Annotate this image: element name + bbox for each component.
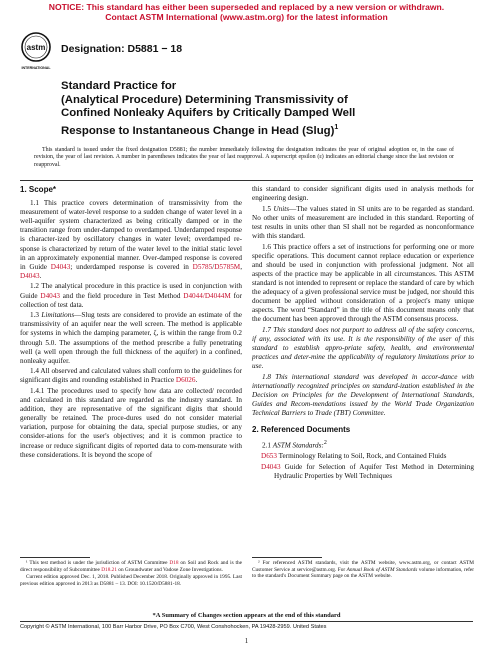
para-1-6: 1.6 This practice offers a set of instructions for performing one or more specific operations. This document cannot replace education or experience and should be used in conjunction with professional judgment. Not all aspects of the practice may be applicable in all circumstances. This ASTM standard is not intended to represent or replace the standard of care by which the adequacy of a given professional service must be judged, nor should this document be applied without consideration of a project's many unique aspects. The word “Standard” in the title of this document means only that the document has been approved through the ASTM consensus process. [252, 242, 474, 324]
notice-line-1: NOTICE: This standard has either been superseded and replaced by a new version or withdrawn. [48, 2, 445, 12]
title-footnote-mark: 1 [334, 123, 339, 131]
para-1-1-mid: ; underdamped response is covered in [70, 262, 193, 271]
para-1-4 [20, 367, 242, 385]
summary-of-changes-note: *A Summary of Changes section appears at the end of this standard [152, 612, 341, 619]
header-divider [20, 180, 473, 181]
para-1-2 [20, 282, 242, 309]
ref-link-d5785[interactable]: D5785 [192, 262, 213, 271]
title-line-4 [61, 121, 461, 138]
para-1-5-lead: 1.5 [262, 204, 274, 213]
title-line-4-text: Response to Instantaneous Change in Head (Slug) [61, 124, 335, 137]
footnote-divider-left [20, 557, 90, 558]
para-2-1-italic: ASTM Standards: [272, 441, 324, 450]
para-1-1 [20, 199, 242, 281]
designation: Designation: D5881 − 18 [61, 43, 183, 55]
ref-link-d18[interactable]: D18 [169, 560, 179, 566]
para-1-3-lead: 1.3 [30, 311, 42, 320]
para-1-5 [252, 205, 474, 241]
footnote-2-end: volume information, refer to the standard's Document Summary page on the ASTM website. [252, 566, 474, 580]
para-1-1-text: 1.1 This practice covers determination of transmissivity from the measurement of water-level response to a sudden change of water level in a well-aquifer system characterized as being critically damped or in the transition range from under-damped to overdamped. Underdamped response is character-ized by oscillatory changes in water level; overdamped re-sponse is characterized by return of the water level to the initial static level in an approximately exponential manner. Over-damped response is covered in Guide [20, 199, 242, 271]
notice-line-2: Contact ASTM International (www.astm.org) for the latest information [105, 12, 388, 22]
footnote-2 [252, 560, 474, 581]
ref-link-d4044[interactable]: D4044/D4044M [183, 291, 231, 300]
title-line-3: Confined Nonleaky Aquifers by Critically Damped Well [61, 107, 356, 120]
para-1-3-italic: Limitations [41, 311, 75, 320]
para-1-2-mid: and the field procedure in Test Method [59, 291, 184, 300]
title-line-2: (Analytical Procedure) Determining Transmissivity of [61, 93, 348, 106]
footnote-mark-2: 2 [323, 440, 327, 447]
footnote-divider-right [252, 557, 322, 558]
title-line-1: Standard Practice for [61, 80, 177, 92]
right-column [252, 185, 474, 483]
para-1-2-end: for collection of test data. [20, 291, 242, 309]
footnote-2-para [252, 560, 474, 580]
para-1-5-italic: Units [273, 204, 290, 213]
reference-d653 [252, 452, 474, 461]
ref-link-d4043-2[interactable]: D4043 [20, 271, 40, 280]
ref-link-d18-21[interactable]: D18.21 [101, 566, 117, 573]
para-2-1-lead: 2.1 [262, 441, 273, 450]
para-1-8: 1.8 This international standard was developed in accor-dance with internationally recognized principles on standard-ization established in the Decision on Principles for the Development of International Standards, Guides and Recom-mendations issued by the World Trade Organization Technical Barriers to Trade (TBT) Committee. [252, 372, 474, 418]
footnote-2-text: ² For referenced ASTM standards, visit the ASTM website, www.astm.org, or contact ASTM Customer Service at service@astm.org. For [252, 560, 474, 573]
para-1-4-1: 1.4.1 The procedures used to specify how data are collected/ recorded and calculated in this standard are regarded as the industry standard. In addition, they are representative of the significant digits that should generally be retained. The proce-dures used do not consider material variation, purpose for obtaining the data, special purpose studies, or any consider-ations for the user's objectives; and it is common practice to increase or reduce significant digits of reported data to com-mensurate with these considerations. It is beyond the scope of [20, 386, 242, 459]
left-column [20, 185, 242, 461]
referenced-documents-heading: 2. Referenced Documents [252, 425, 351, 435]
ref-link-d653[interactable]: D653 [261, 452, 277, 461]
ref-link-d6026[interactable]: D6026 [175, 376, 196, 385]
para-1-2-text: 1.2 The analytical procedure in this practice is used in conjunction with Guide [20, 282, 242, 300]
ref-link-d5785m[interactable]: D5785M [214, 262, 241, 271]
copyright-line: Copyright © ASTM International, 100 Barr Harbor Drive, PO Box C700, West Conshohocken, PA 19428-2959. United States [20, 624, 327, 630]
para-1-4-text: 1.4 All observed and calculated values shall conform to the guidelines for significant digits and rounding established in Practice [20, 367, 242, 385]
scope-heading: 1. Scope* [20, 185, 57, 194]
footnote-1 [20, 560, 242, 589]
footnote-2-italic: Annual Book of ASTM Standards [346, 566, 418, 573]
ref-link-d4043-3[interactable]: D4043 [40, 291, 60, 300]
footer-divider [20, 621, 473, 622]
document-title [61, 80, 461, 138]
footnote-1-end: on Groundwater and Vadose Zone Investigations. [116, 566, 223, 573]
para-1-3 [20, 311, 242, 366]
para-1-1-comma: , [240, 262, 242, 271]
para-1-1-end: . [39, 271, 42, 280]
astm-logo [20, 32, 52, 72]
reference-d653-title: Terminology Relating to Soil, Rock, and Contained Fluids [276, 452, 447, 461]
para-2-1 [252, 439, 474, 450]
para-1-7: 1.7 This standard does not purport to address all of the safety concerns, if any, associated with its use. It is the responsibility of the user of this standard to establish appro-priate safety, health, and environmental practices and deter-mine the applicability of regulatory limitations prior to use. [252, 325, 474, 371]
para-1-4-1-cont: this standard to consider significant digits used in analysis methods for engineering design. [252, 185, 474, 203]
ref-link-d4043-ref[interactable]: D4043 [261, 463, 281, 472]
footnote-1-mid: on Soil and Rock and is the direct responsibility of Subcommittee [20, 560, 242, 573]
footnote-1-edition: Current edition approved Dec. 1, 2018. Published December 2018. Originally approved in 1995. Last previous edition approved in 2013 as D5881 – 13. DOI: 10.1520/D5881-18. [20, 574, 242, 588]
footnote-1-text: ¹ This test method is under the jurisdiction of ASTM Committee [26, 560, 170, 566]
notice-banner [0, 2, 493, 22]
reference-d4043-title: Guide for Selection of Aquifer Test Method in Determining Hydraulic Properties by Well Techniques [274, 463, 474, 481]
svg-text:astm: astm [26, 43, 46, 52]
page-number: 1 [244, 637, 249, 645]
para-1-3-text: —Slug tests are considered to provide an estimate of the transmissivity of an aquifer near the well screen. The method is applicable for systems in which the damping parameter, ζ, is within the range from 0.2 through 5.0. The assumptions of the method prescribe a fully penetrating well (a well open through the full thickness of the aquifer) in a confined, nonleaky aquifer. [20, 311, 242, 365]
para-1-4-end: . [195, 376, 198, 385]
reference-d4043 [252, 463, 474, 481]
para-1-1-slash: / [212, 262, 215, 271]
ref-link-d4043[interactable]: D4043 [50, 262, 71, 271]
svg-text:INTERNATIONAL: INTERNATIONAL [21, 66, 51, 70]
footnote-1-para [20, 560, 242, 573]
para-1-5-text: —The values stated in SI units are to be regarded as standard. No other units of measurement are included in this standard. Reporting of test results in units other than SI shall not be regarded as nonconformance with this standard. [252, 204, 474, 240]
issuance-note: This standard is issued under the fixed designation D5881; the number immediately following the designation indicates the year of original adoption or, in the case of revision, the year of last revision. A number in parentheses indicates the year of last reapproval. A superscript epsilon (ε) indicates an editorial change since the last revision or reapproval. [34, 147, 454, 168]
